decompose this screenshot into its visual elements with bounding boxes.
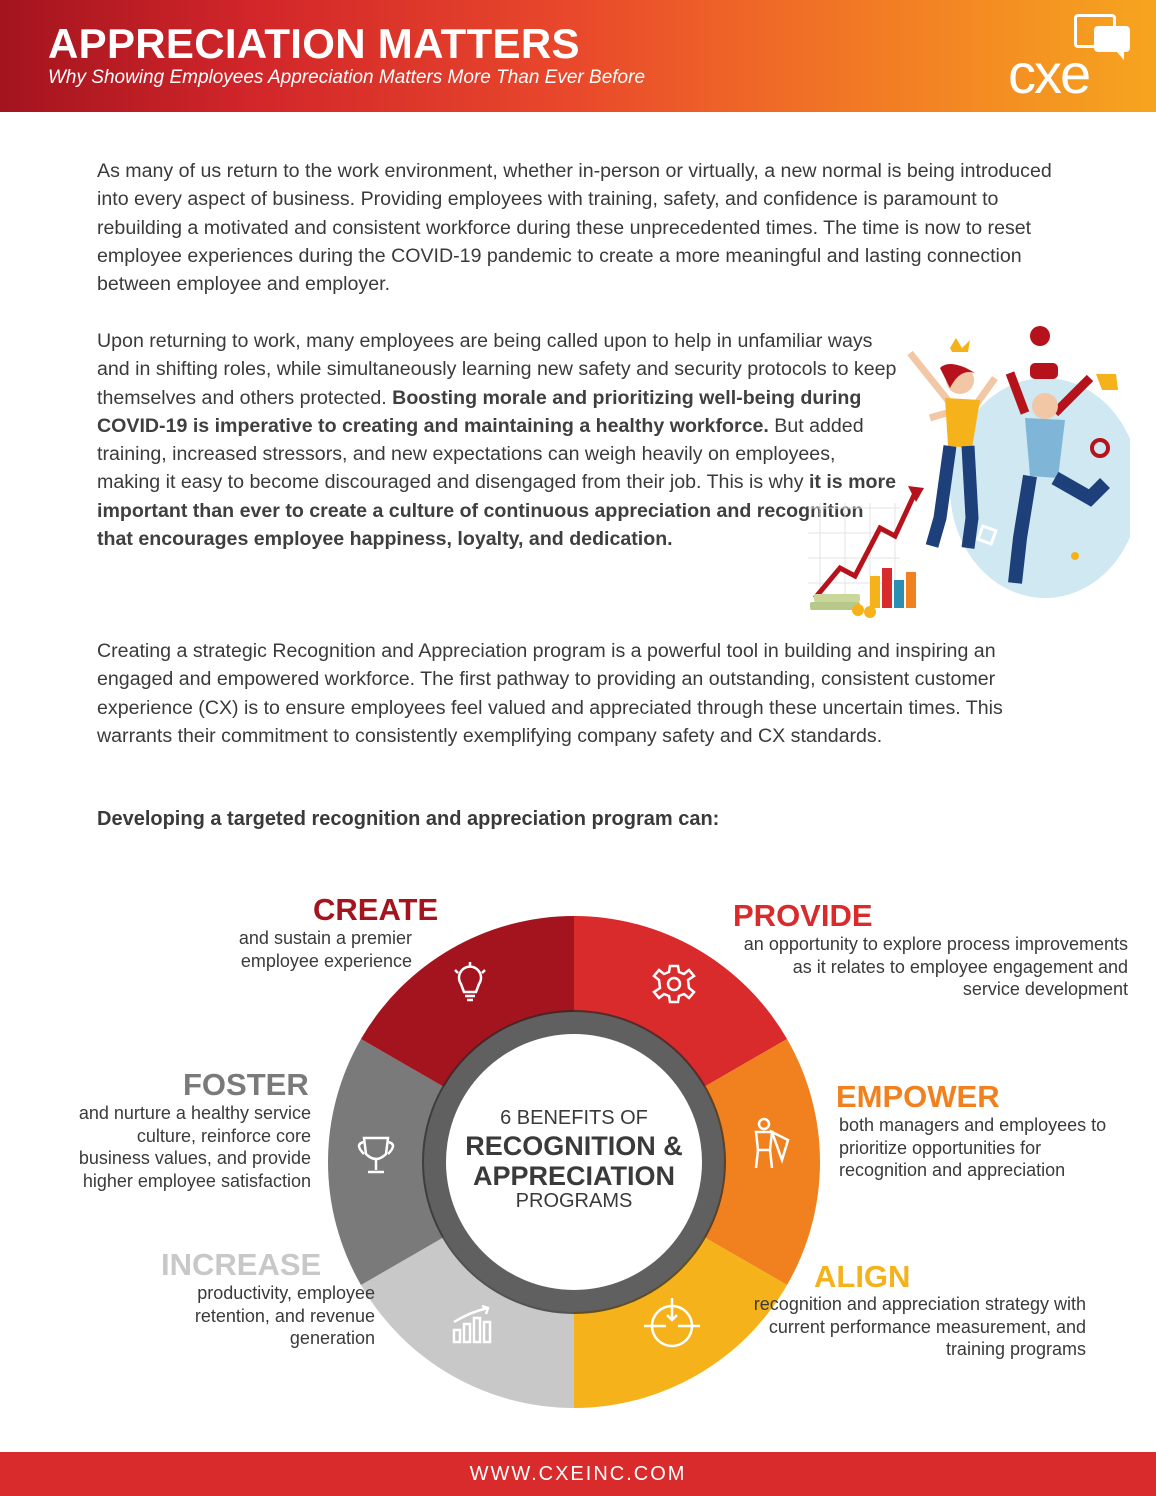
- center-line-4: PROGRAMS: [515, 1190, 633, 1212]
- create-title: CREATE: [313, 892, 439, 927]
- user-badge-icon: [1030, 326, 1050, 346]
- center-line-1: 6 BENEFITS OF: [500, 1107, 648, 1129]
- empower-text: both managers and employees to prioritize opportunities for recognition and appreciation: [839, 1115, 1107, 1180]
- lead-heading: Developing a targeted recognition and appreciation program can:: [97, 808, 720, 830]
- p2-bold-1: Boosting morale and prioritizing well-being during COVID-19 is imperative to creating and maintaining a healthy workforce.: [97, 386, 862, 437]
- align-title: ALIGN: [814, 1259, 911, 1294]
- intro-paragraph: As many of us return to the work environment, whether in-person or virtually, a new normal is being introduced into every aspect of business. Providing employees with training, safety, and confidence is paramount to rebuilding a motivated and consistent workforce during these unprecedented times. The time is now to reset employee experiences during the COVID-19 pandemic to create a more meaningful and lasting connection between employee and employer.: [97, 160, 1052, 296]
- third-paragraph: Creating a strategic Recognition and Appreciation program is a powerful tool in building and inspiring an engaged and empowered workforce. The first pathway to providing an outstanding, consistent customer experience (CX) is to ensure employees feel valued and appreciated through these uncertain times. This warrants their commitment to consistently exemplifying company safety and CX standards.: [97, 640, 1003, 747]
- second-paragraph: [97, 327, 897, 553]
- p2-text-1: Upon returning to work, many employees are being called upon to help in unfamiliar ways and in shifting roles, while simultaneously learning new safety and security protocols to keep themselves and others protected.: [97, 330, 897, 409]
- increase-title: INCREASE: [161, 1247, 322, 1282]
- center-line-3: APPRECIATION: [472, 1161, 676, 1191]
- create-text: and sustain a premier employee experience: [238, 928, 412, 971]
- p2-bold-2: it is more important than ever to create a culture of continuous appreciation and recognition that encourages employee happiness, loyalty, and dedication.: [97, 471, 897, 551]
- page-subtitle: Why Showing Employees Appreciation Matters More Than Ever Before: [48, 67, 646, 88]
- footer-bar: [0, 1452, 1156, 1496]
- celebrating-employees-illustration: [800, 318, 1130, 623]
- page-title: APPRECIATION MATTERS: [48, 20, 580, 67]
- provide-text: an opportunity to explore process improvements as it relates to employee engagement and service development: [743, 934, 1128, 999]
- empower-title: EMPOWER: [836, 1079, 1000, 1114]
- speech-bubble-filled-icon: [1094, 26, 1130, 52]
- footer-url[interactable]: WWW.CXEINC.COM: [469, 1463, 687, 1485]
- logo-text: cxe: [1008, 42, 1090, 105]
- center-line-2: RECOGNITION &: [465, 1131, 683, 1161]
- bar-chart-icon: [870, 568, 916, 608]
- header-banner: [0, 0, 1156, 112]
- chat-icon: [1030, 363, 1058, 379]
- dot-icon: [1071, 552, 1079, 560]
- increase-text: productivity, employee retention, and revenue generation: [194, 1283, 375, 1348]
- foster-title: FOSTER: [183, 1067, 309, 1102]
- align-text: recognition and appreciation strategy with current performance measurement, and training programs: [753, 1294, 1086, 1359]
- foster-text: and nurture a healthy service culture, reinforce core business values, and provide higher employee satisfaction: [78, 1103, 311, 1191]
- money-stack-icon: [810, 594, 876, 618]
- provide-title: PROVIDE: [733, 898, 873, 933]
- cxe-logo: [1000, 12, 1140, 104]
- p2-text-2: But added training, increased stressors, and new expectations can weigh heavily on employees, making it easy to become discouraged and disengaged from their job. This is why: [97, 414, 864, 494]
